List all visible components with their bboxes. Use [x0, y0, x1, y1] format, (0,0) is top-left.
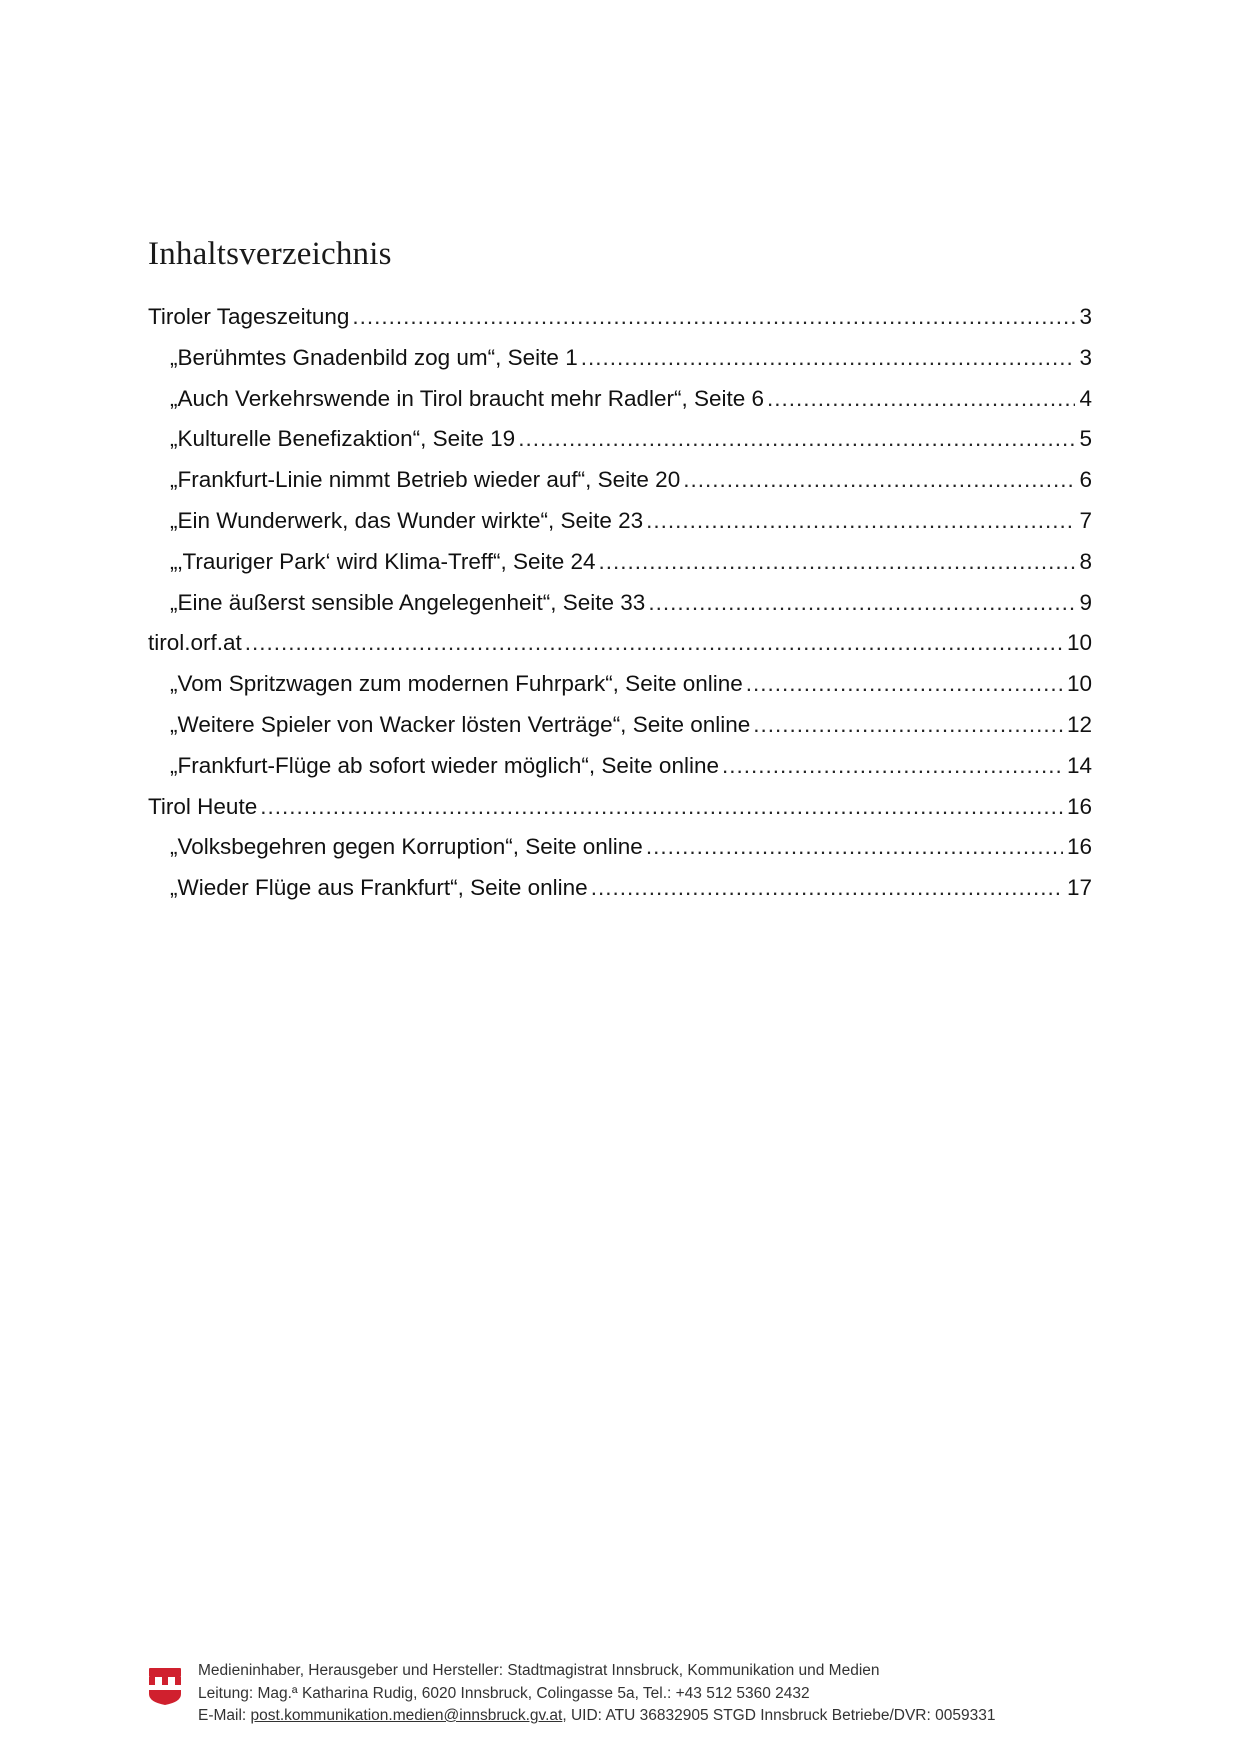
toc-entry-label: „Frankfurt-Flüge ab sofort wieder möglich“, Seite online: [170, 752, 719, 778]
toc-dot-leader: [599, 549, 1076, 575]
footer-contact-line: Leitung: Mag.ª Katharina Rudig, 6020 Innsbruck, Colingasse 5a, Tel.: +43 512 5360 2432: [198, 1684, 810, 1702]
toc-dot-leader: [646, 508, 1075, 534]
footer-publisher-line: Medieninhaber, Herausgeber und Hersteller: Stadtmagistrat Innsbruck, Kommunikation und Medien: [198, 1662, 880, 1679]
toc-page-number: 9: [1079, 589, 1092, 615]
toc-entry[interactable]: [148, 386, 1092, 427]
toc-dot-leader: [646, 834, 1063, 860]
toc-dot-leader: [767, 386, 1075, 412]
toc-entry-label: „Kulturelle Benefizaktion“, Seite 19: [170, 426, 516, 452]
toc-entry-label: „Berühmtes Gnadenbild zog um“, Seite 1: [170, 344, 578, 370]
toc-entry-label: Tirol Heute: [148, 793, 258, 819]
toc-entry-label: „Auch Verkehrswende in Tirol braucht mehr Radler“, Seite 6: [170, 385, 765, 411]
toc-entry[interactable]: [148, 712, 1092, 753]
toc-entry-label: „Wieder Flüge aus Frankfurt“, Seite online: [170, 875, 588, 901]
toc-entry-label: „Volksbegehren gegen Korruption“, Seite online: [170, 834, 643, 860]
toc-page-number: 10: [1066, 630, 1092, 656]
toc-heading: Inhaltsverzeichnis: [148, 236, 392, 272]
toc-dot-leader: [581, 345, 1076, 371]
toc-entry[interactable]: [148, 426, 1092, 467]
toc-entry[interactable]: [148, 671, 1092, 712]
toc-page-number: 6: [1079, 467, 1092, 493]
toc-page-number: 17: [1066, 875, 1092, 901]
toc-entry[interactable]: [148, 508, 1092, 549]
toc-entry-label: „Weitere Spieler von Wacker lösten Verträge“, Seite online: [170, 711, 751, 737]
toc-entry-label: „Vom Spritzwagen zum modernen Fuhrpark“, Seite online: [170, 671, 743, 697]
toc-entry-label: „Eine äußerst sensible Angelegenheit“, Seite 33: [170, 589, 646, 615]
toc-entry[interactable]: [148, 304, 1092, 345]
toc-entry-label: Tiroler Tageszeitung: [148, 304, 350, 329]
toc-entry[interactable]: [148, 753, 1092, 794]
toc-page-number: 16: [1066, 834, 1092, 860]
toc-dot-leader: [746, 671, 1063, 697]
toc-entry[interactable]: [148, 875, 1092, 916]
footer-email-line: [198, 1705, 995, 1728]
toc-dot-leader: [683, 467, 1075, 493]
toc-page-number: 7: [1079, 507, 1092, 533]
toc-entry[interactable]: [148, 590, 1092, 631]
toc-dot-leader: [648, 590, 1075, 616]
innsbruck-city-logo-icon: [148, 1666, 182, 1706]
footer-registration-info: , UID: ATU 36832905 STGD Innsbruck Betriebe/DVR: 0059331: [562, 1707, 996, 1724]
toc-dot-leader: [591, 875, 1063, 901]
toc-page-number: 12: [1066, 711, 1092, 737]
toc-entry-label: „Frankfurt-Linie nimmt Betrieb wieder auf“, Seite 20: [170, 467, 681, 493]
toc-page-number: 3: [1079, 304, 1092, 329]
toc-page-number: 3: [1079, 344, 1092, 370]
toc-dot-leader: [260, 794, 1063, 820]
toc-entry[interactable]: [148, 467, 1092, 508]
toc-dot-leader: [753, 712, 1063, 738]
toc-entry[interactable]: [148, 794, 1092, 835]
page-footer: [148, 1660, 1088, 1740]
toc-page-number: 5: [1079, 426, 1092, 452]
toc-entry[interactable]: [148, 834, 1092, 875]
toc-dot-leader: [518, 426, 1075, 452]
toc-entry-label: tirol.orf.at: [148, 630, 242, 656]
toc-dot-leader: [352, 304, 1075, 330]
toc-page-number: 14: [1066, 752, 1092, 778]
toc-page-number: 4: [1079, 385, 1092, 411]
toc-page-number: 16: [1066, 793, 1092, 819]
toc-entry-label: „Ein Wunderwerk, das Wunder wirkte“, Seite 23: [170, 507, 644, 533]
table-of-contents: [148, 304, 1092, 916]
toc-entry[interactable]: [148, 549, 1092, 590]
toc-entry-label: „‚Trauriger Park‘ wird Klima-Treff“, Seite 24: [170, 548, 596, 574]
toc-entry[interactable]: [148, 345, 1092, 386]
footer-imprint: [198, 1660, 995, 1728]
footer-email-prefix: E-Mail:: [198, 1707, 251, 1724]
toc-dot-leader: [245, 630, 1063, 656]
toc-page-number: 10: [1066, 671, 1092, 697]
toc-dot-leader: [722, 753, 1063, 779]
toc-page-number: 8: [1079, 548, 1092, 574]
footer-email-link[interactable]: post.kommunikation.medien@innsbruck.gv.at: [250, 1707, 563, 1724]
toc-entry[interactable]: [148, 630, 1092, 671]
